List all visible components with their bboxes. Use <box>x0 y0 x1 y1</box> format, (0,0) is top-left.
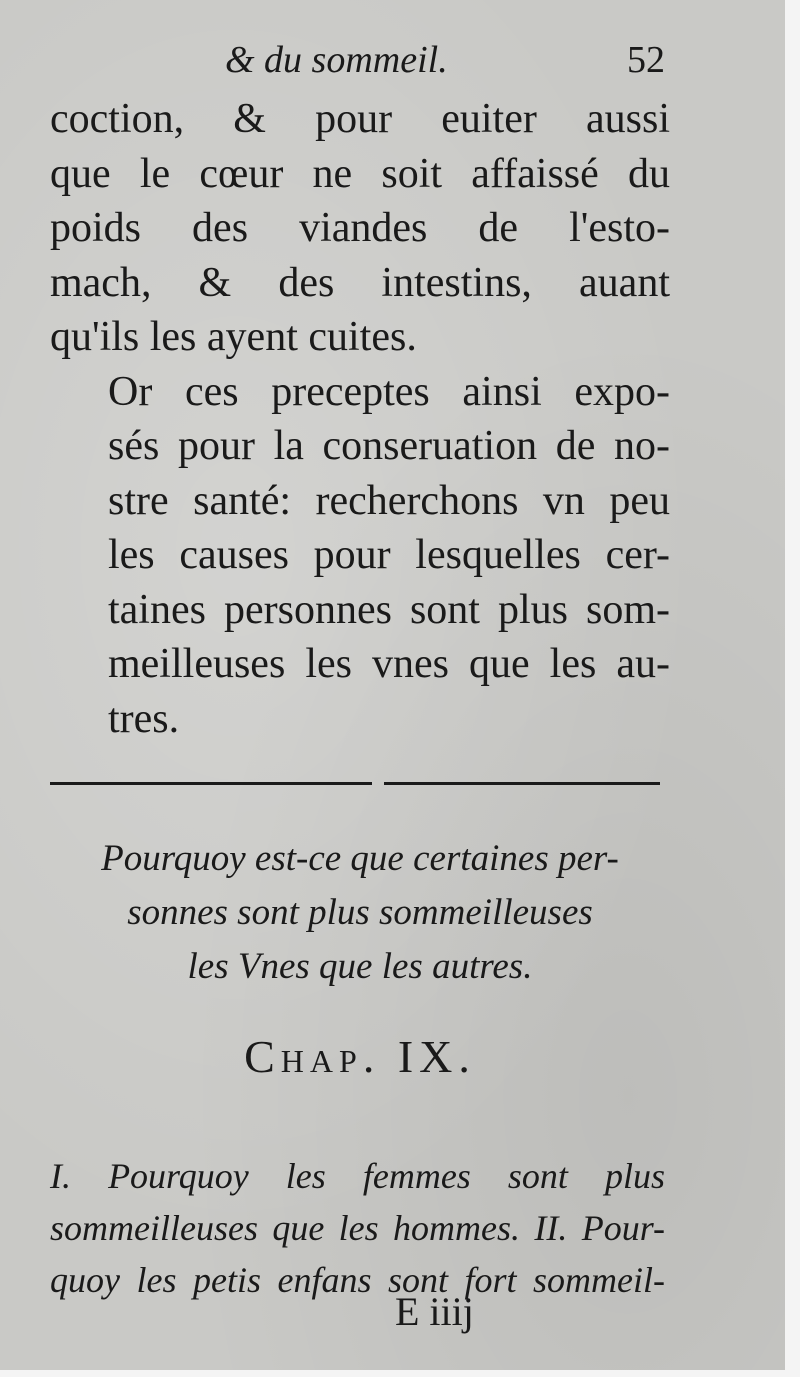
summary-line: quoy les petis enfans sont fort sommeil- <box>50 1260 665 1300</box>
text-line: Or ces preceptes ainsi expo- <box>108 368 670 415</box>
signature-mark: E iiij <box>395 1289 474 1334</box>
running-head-title: & du sommeil. <box>225 39 448 81</box>
paragraph-1 <box>50 92 670 365</box>
text-line: que le cœur ne soit affaissé du <box>50 150 670 197</box>
page-number: 52 <box>627 39 665 81</box>
chapter-title-line: Pourquoy est-ce que certaines per- <box>101 838 619 879</box>
body-text <box>50 92 670 746</box>
chapter-title-line: les Vnes que les autres. <box>187 946 533 987</box>
text-line: mach, & des intestins, auant <box>50 259 670 306</box>
text-line: stre santé: recherchons vn peu <box>108 477 670 524</box>
section-divider-right <box>384 782 660 785</box>
chapter-title-line: sonnes sont plus sommeilleuses <box>127 892 593 933</box>
summary-line: I. Pourquoy les femmes sont plus <box>50 1156 665 1196</box>
chapter-heading <box>40 1030 680 1083</box>
chapter-heading-number: IX. <box>397 1031 476 1082</box>
text-line: poids des viandes de l'esto- <box>50 205 670 251</box>
text-line: tres. <box>108 695 180 742</box>
summary-line: sommeilleuses que les hommes. II. Pour- <box>50 1208 665 1248</box>
paragraph-2 <box>50 365 670 747</box>
chapter-title <box>40 832 680 994</box>
text-line: meilleuses les vnes que les au- <box>108 641 670 687</box>
page-edge-right <box>785 0 800 1377</box>
section-divider-left <box>50 782 372 785</box>
page-edge-bottom <box>0 1370 800 1377</box>
running-head <box>225 38 665 88</box>
text-line: taines personnes sont plus som- <box>108 586 670 633</box>
text-line: les causes pour lesquelles cer- <box>108 532 670 578</box>
text-line: sés pour la conseruation de no- <box>108 423 670 469</box>
chapter-summary <box>50 1150 665 1306</box>
chapter-heading-prefix: Chap. <box>244 1031 381 1082</box>
text-line: qu'ils les ayent cuites. <box>50 314 417 360</box>
text-line: coction, & pour euiter aussi <box>50 96 670 142</box>
